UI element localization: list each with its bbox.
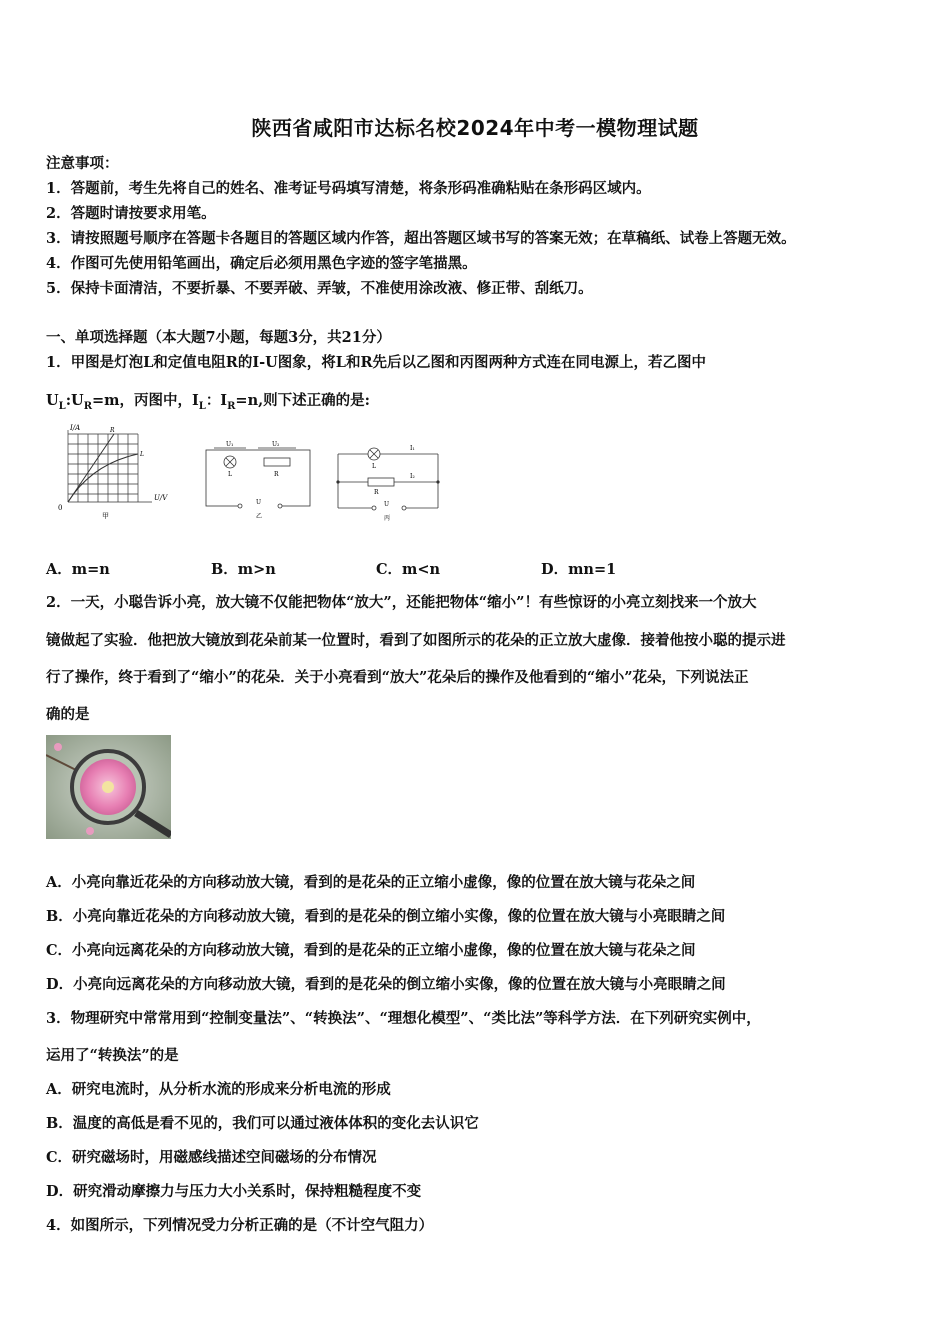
i1-label: I₁ bbox=[410, 445, 415, 452]
q3-option-b: B．温度的高低是看不见的，我们可以通过液体体积的变化去认识它 bbox=[46, 1115, 479, 1132]
question-1-stem: 1．甲图是灯泡L和定值电阻R的I-U图象，将L和R先后以乙图和丙图两种方式连在同电源上，若乙图中 bbox=[46, 354, 707, 371]
curve-r-label: R bbox=[110, 427, 115, 434]
lamp-label: L bbox=[228, 471, 232, 478]
text-fragment: ：I bbox=[205, 392, 228, 409]
q1-option-a: A．m=n bbox=[46, 561, 110, 578]
q1-option-c: C．m<n bbox=[376, 561, 441, 578]
ur-label: U₂ bbox=[272, 441, 280, 448]
q2-option-d: D．小亮向远离花朵的方向移动放大镜，看到的是花朵的倒立缩小实像，像的位置在放大镜与小亮眼睛之间 bbox=[46, 976, 726, 993]
q3-option-a: A．研究电流时，从分析水流的形成来分析电流的形成 bbox=[46, 1081, 391, 1098]
magnifier-flower-photo bbox=[46, 735, 171, 839]
notice-item: 5．保持卡面清洁，不要折暴、不要弄破、弄皱，不准使用涂改液、修正带、刮纸刀。 bbox=[46, 280, 593, 297]
subscript: L bbox=[198, 400, 206, 412]
resistor-label: R bbox=[374, 489, 379, 496]
question-3-stem: 3．物理研究中常常用到“控制变量法”、“转换法”、“理想化模型”、“类比法”等科学方法．在下列研究实例中， bbox=[46, 1010, 761, 1027]
ul-label: U₁ bbox=[226, 441, 234, 448]
parallel-circuit-figure bbox=[334, 436, 444, 522]
question-2-stem: 确的是 bbox=[46, 706, 90, 723]
figure-jia-label: 甲 bbox=[102, 512, 109, 520]
i-axis-label: I/A bbox=[70, 424, 81, 432]
subscript: R bbox=[83, 400, 92, 412]
page-title: 陕西省咸阳市达标名校2024年中考一模物理试题 bbox=[251, 116, 699, 140]
source-label: U bbox=[256, 499, 262, 506]
subscript: L bbox=[58, 400, 66, 412]
notice-item: 2．答题时请按要求用笔。 bbox=[46, 205, 216, 222]
q1-option-d: D．mn=1 bbox=[541, 561, 617, 578]
curve-l-label: L bbox=[140, 451, 144, 458]
q2-option-a: A．小亮向靠近花朵的方向移动放大镜，看到的是花朵的正立缩小虚像，像的位置在放大镜与花朵之间 bbox=[46, 874, 696, 891]
figure-bing-label: 丙 bbox=[384, 515, 391, 522]
question-2-stem: 2．一天，小聪告诉小亮，放大镜不仅能把物体“放大”，还能把物体“缩小”！有些惊讶的小亮立刻找来一个放大 bbox=[46, 594, 757, 611]
iu-graph-figure bbox=[52, 420, 182, 520]
notice-item: 3．请按照题号顺序在答题卡各题目的答题区域内作答，超出答题区域书写的答案无效；在草稿纸、试卷上答题无效。 bbox=[46, 230, 796, 247]
question-2-stem: 行了操作，终于看到了“缩小”的花朵．关于小亮看到“放大”花朵后的操作及他看到的“缩小”花朵，下列说法正 bbox=[46, 669, 749, 686]
i2-label: I₂ bbox=[410, 473, 415, 480]
question-4-stem: 4．如图所示，下列情况受力分析正确的是（不计空气阻力） bbox=[46, 1217, 434, 1234]
notice-item: 4．作图可先使用铅笔画出，确定后必须用黑色字迹的签字笔描黑。 bbox=[46, 255, 477, 272]
notice-heading: 注意事项： bbox=[46, 155, 119, 172]
q2-option-b: B．小亮向靠近花朵的方向移动放大镜，看到的是花朵的倒立缩小实像，像的位置在放大镜与小亮眼睛之间 bbox=[46, 908, 726, 925]
q1-option-b: B．m>n bbox=[211, 561, 276, 578]
source-label: U bbox=[384, 501, 390, 508]
q2-option-c: C．小亮向远离花朵的方向移动放大镜，看到的是花朵的正立缩小虚像，像的位置在放大镜与花朵之间 bbox=[46, 942, 696, 959]
subscript: R bbox=[227, 400, 236, 412]
q3-option-c: C．研究磁场时，用磁感线描述空间磁场的分布情况 bbox=[46, 1149, 377, 1166]
question-1-stem-line2 bbox=[46, 389, 370, 412]
q3-option-d: D．研究滑动摩擦力与压力大小关系时，保持粗糙程度不变 bbox=[46, 1183, 422, 1200]
notice-item: 1．答题前，考生先将自己的姓名、准考证号码填写清楚，将条形码准确粘贴在条形码区域内。 bbox=[46, 180, 651, 197]
u-axis-label: U/V bbox=[154, 494, 168, 502]
series-circuit-figure bbox=[200, 436, 320, 520]
text-fragment: =m，丙图中，I bbox=[92, 392, 199, 409]
resistor-label: R bbox=[274, 471, 279, 478]
origin-label: 0 bbox=[58, 504, 63, 512]
text-fragment: U bbox=[46, 392, 59, 409]
figure-yi-label: 乙 bbox=[256, 513, 263, 520]
lamp-label: L bbox=[372, 463, 376, 470]
question-2-stem: 镜做起了实验．他把放大镜放到花朵前某一位置时，看到了如图所示的花朵的正立放大虚像．接着他按小聪的提示进 bbox=[46, 632, 786, 649]
text-fragment: :U bbox=[65, 392, 84, 409]
text-fragment: =n,则下述正确的是: bbox=[235, 392, 371, 409]
section-heading: 一、单项选择题（本大题7小题，每题3分，共21分） bbox=[46, 329, 391, 346]
question-3-stem: 运用了“转换法”的是 bbox=[46, 1047, 179, 1064]
